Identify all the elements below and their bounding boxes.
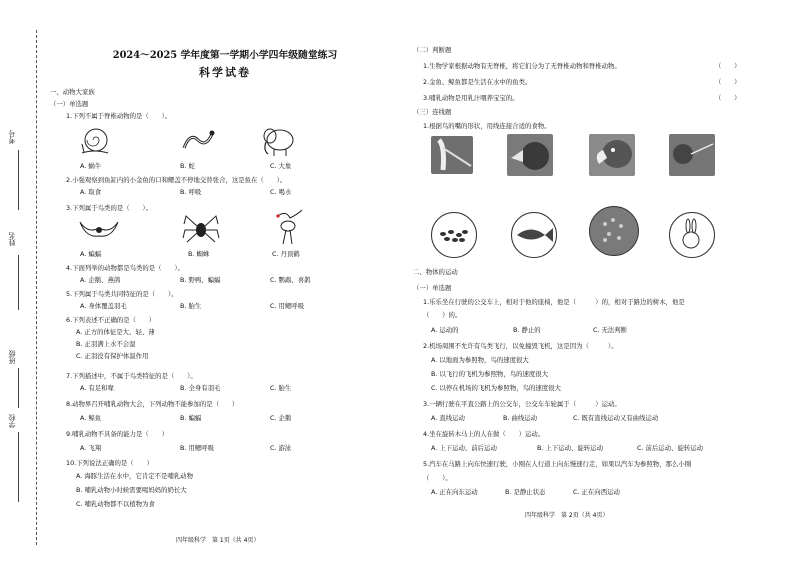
- option-a: A. 蝙蝠: [80, 250, 102, 258]
- option-b: B. 上下运动、旋转运动: [537, 444, 603, 452]
- option-a: A. 蜗牛: [80, 162, 102, 170]
- question-stem-cont: （ ）的。: [423, 311, 462, 319]
- class-label: 班级: [8, 350, 16, 364]
- seeds-icon: [589, 206, 639, 256]
- section-subtitle: （一）单选题: [50, 100, 89, 108]
- question-stem: 1.下列不属于脊椎动物的是（ ）。: [66, 112, 172, 120]
- option-c: C. 正羽没有保护体温作用: [76, 352, 149, 360]
- option-b: B. 以飞行的飞机为参照物，鸟的速度很大: [431, 370, 549, 378]
- heron-beak-icon: [431, 136, 473, 174]
- section-subtitle: （一）单选题: [413, 284, 452, 292]
- option-a: A. 飞翔: [80, 444, 102, 452]
- option-a: A. 取食: [80, 188, 102, 196]
- insects-icon: [431, 212, 477, 258]
- question-stem: 4.坐在旋转木马上的人在做（ ）运动。: [423, 430, 545, 438]
- option-b: B. 全身有羽毛: [180, 384, 221, 392]
- option-a: A. 上下运动、前后运动: [431, 444, 497, 452]
- exam-subject: 科学试卷: [199, 66, 251, 79]
- option-a: A. 企鹅、燕鸽: [80, 276, 121, 284]
- option-c: C. 哺乳动物都不以植物为食: [76, 500, 155, 508]
- option-a: A. 正在向东运动: [431, 488, 478, 496]
- answer-bracket[interactable]: （ ）: [715, 62, 741, 70]
- question-stem: 9.哺乳动物不具备的能力是（ ）: [66, 430, 168, 438]
- page-footer: 四年级科学 第 1页（共 4页）: [176, 537, 260, 544]
- exam-title: 2024～2025 学年度第一学期小学四年级随堂练习: [112, 50, 338, 61]
- question-stem: 5.汽车在马路上向东快速行驶，小刚在人行道上向东慢速行走，如果以汽车为参照物，那么小刚: [423, 460, 692, 468]
- snail-icon: [80, 122, 110, 158]
- option-a: A. 直线运动: [431, 414, 465, 422]
- question-stem: 2.机场周围不允许有鸟类飞行，以免撞毁飞机，这是因为（ ）。: [423, 342, 618, 350]
- option-b: B. 曲线运动: [503, 414, 538, 422]
- option-a: A. 有足和喙: [80, 384, 114, 392]
- question-stem: 7.下列描述中，不属于鸟类特征的是（ ）。: [66, 372, 197, 380]
- class-line: [18, 368, 19, 408]
- question-stem: 3.一辆行驶在平直公路上的公交车，公交车车轮属于（ ）运动。: [423, 400, 621, 408]
- right-page: [397, 0, 794, 562]
- school-line: [18, 432, 19, 502]
- option-b: B. 野鸭、蝙蝠: [180, 276, 221, 284]
- option-a: A. 海豚生活在水中，它肯定不是哺乳动物: [76, 472, 193, 480]
- answer-bracket[interactable]: （ ）: [715, 78, 741, 86]
- option-b: B. 正羽满上水不会湿: [76, 340, 136, 348]
- option-a: A. 鲸鱼: [80, 414, 102, 422]
- question-stem: 3.下列属于鸟类的是（ ）。: [66, 204, 152, 212]
- answer-bracket[interactable]: （ ）: [715, 94, 741, 102]
- question-stem: 1.根据鸟的嘴的形状，用线连接合适的食物。: [423, 122, 551, 130]
- fish-icon: [511, 212, 557, 258]
- judge-item: 3.哺乳动物是用乳汁喂养宝宝的。: [423, 94, 519, 102]
- judge-item: 1.生物学家根据动物有无脊椎，将它们分为了无脊椎动物和脊椎动物。: [423, 62, 621, 70]
- option-c: C. 企鹅: [270, 414, 292, 422]
- option-c: C. 鹦鹉、喜鹊: [270, 276, 311, 284]
- judge-item: 2.金鱼、鲸鱼都是生活在水中的鱼类。: [423, 78, 532, 86]
- option-c: C. 正在向西运动: [573, 488, 620, 496]
- school-label: 学校: [8, 414, 16, 428]
- hummingbird-beak-icon: [669, 134, 715, 176]
- rabbit-icon: [669, 212, 715, 258]
- section-title: 二、物体的运动: [413, 268, 458, 276]
- option-c: C. 胎生: [270, 384, 292, 392]
- cut-line: [36, 30, 37, 545]
- name-label: 姓名: [8, 232, 16, 246]
- question-stem: 1.乐乐坐在行驶的公交车上，相对于他的座椅，他是（ ）的，相对于路边的树木，他是: [423, 298, 685, 306]
- snake-icon: [180, 126, 216, 156]
- name-line: [18, 255, 19, 310]
- question-stem: 8.动物界召开哺乳动物大会，下列动物不能参加的是（ ）: [66, 400, 239, 408]
- option-c: C. 喝水: [270, 188, 292, 196]
- option-b: B. 静止的: [513, 326, 541, 334]
- section-subtitle: （三）连线题: [413, 108, 452, 116]
- option-c: C. 游泳: [270, 444, 292, 452]
- option-b: B. 呼吸: [180, 188, 202, 196]
- option-b: B. 是静止状态: [505, 488, 546, 496]
- option-b: B. 哺乳动物小时候需要喝妈妈的奶长大: [76, 486, 187, 494]
- section-subtitle: （二）判断题: [413, 46, 452, 54]
- option-a: A. 以地面为参照物，鸟的速度很大: [431, 356, 529, 364]
- page-footer: 四年级科学 第 2页（共 4页）: [525, 512, 609, 519]
- crane-icon: [272, 208, 304, 246]
- option-c: C. 大象: [270, 162, 292, 170]
- option-c: C. 丹顶鹤: [272, 250, 300, 258]
- finch-beak-icon: [507, 134, 553, 176]
- question-stem: 5.下列属于鸟类共同特征的是（ ）。: [66, 290, 178, 298]
- option-a: A. 正方的体征是大、轻、薄: [76, 328, 155, 336]
- option-c: C. 用鳃呼吸: [270, 302, 305, 310]
- exam-no-line: [18, 150, 19, 210]
- option-a: A. 运动的: [431, 326, 459, 334]
- question-stem-cont: （ ）。: [423, 474, 452, 482]
- option-b: B. 蛇: [180, 162, 195, 170]
- question-stem: 2.小强观察到鱼缸内的小金鱼的口和鳃盖不停地交替张合，这是鱼在（ ）。: [66, 176, 287, 184]
- question-stem: 4.下面列举的动物都是鸟类的是（ ）。: [66, 264, 184, 272]
- bat-icon: [78, 214, 120, 244]
- spider-icon: [182, 212, 220, 246]
- elephant-icon: [260, 124, 298, 158]
- option-b: B. 用鳃呼吸: [180, 444, 215, 452]
- option-c: C. 以停在机场的飞机为参照物，鸟的速度很大: [431, 384, 561, 392]
- eagle-beak-icon: [589, 134, 635, 176]
- option-b: B. 胎生: [180, 302, 202, 310]
- option-c: C. 前后运动、旋转运动: [637, 444, 704, 452]
- exam-no-label: 考号: [8, 130, 16, 144]
- binding-strip: [0, 0, 50, 562]
- question-stem: 6.下列表述不正确的是（ ）: [66, 316, 156, 324]
- section-title: 一、动物大家族: [50, 88, 95, 96]
- option-b: B. 蜘蛛: [188, 250, 210, 258]
- option-a: A. 身体覆盖羽毛: [80, 302, 127, 310]
- option-c: C. 无法判断: [593, 326, 628, 334]
- option-c: C. 既有直线运动又有曲线运动: [573, 414, 659, 422]
- option-b: B. 蝙蝠: [180, 414, 202, 422]
- question-stem: 10.下列说法正确的是（ ）: [66, 459, 153, 467]
